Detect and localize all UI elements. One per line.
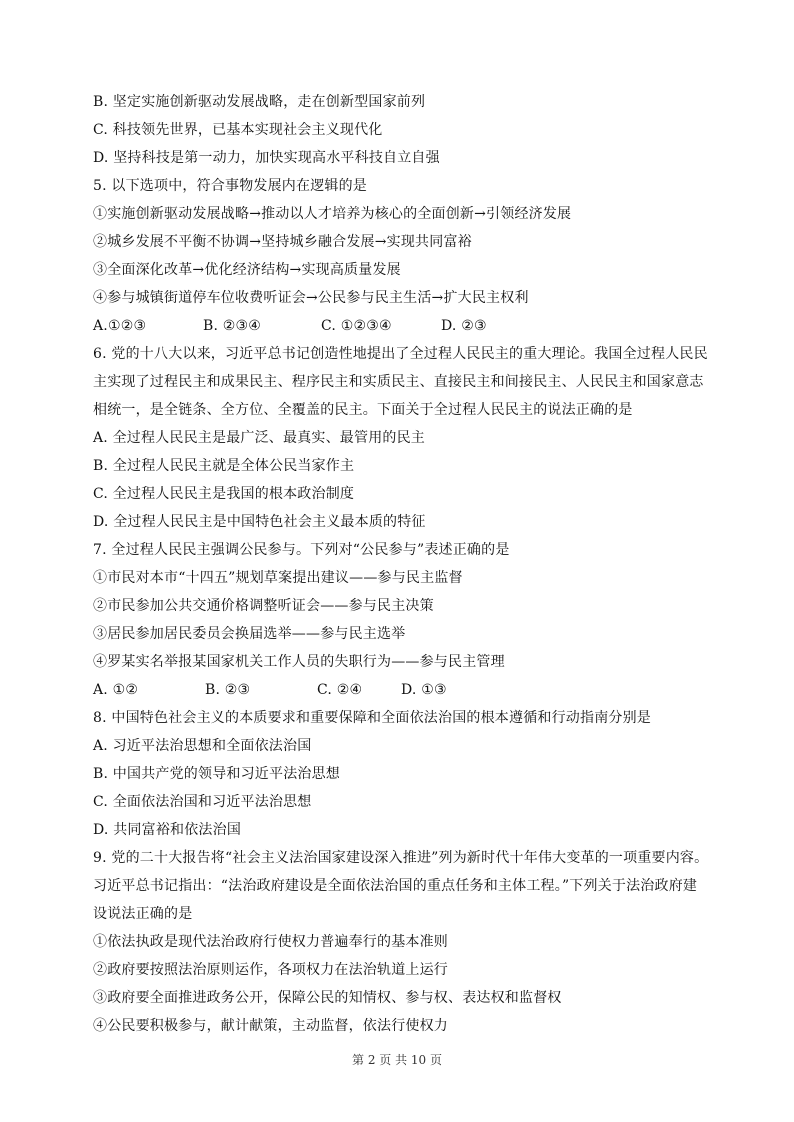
q7-option-d: D. ①③ [401, 682, 447, 698]
q7-item-3: ③居民参加居民委员会换届选举——参与民主选举 [93, 626, 406, 642]
q7-item-4: ④罗某实名举报某国家机关工作人员的失职行为——参与民主管理 [93, 654, 505, 670]
q8-stem: 8. 中国特色社会主义的本质要求和重要保障和全面依法治国的根本遵循和行动指南分别是 [93, 710, 652, 726]
q7-item-2: ②市民参加公共交通价格调整听证会——参与民主决策 [93, 598, 434, 614]
q7-option-c: C. ②④ [317, 682, 363, 698]
q4-option-d: D. 坚持科技是第一动力，加快实现高水平科技自立自强 [93, 150, 440, 166]
q5-item-4: ④参与城镇街道停车位收费听证会→公民参与民主生活→扩大民主权利 [93, 290, 529, 306]
q4-option-b: B. 坚定实施创新驱动发展战略，走在创新型国家前列 [93, 94, 426, 110]
q7-stem: 7. 全过程人民民主强调公民参与。下列对“公民参与”表述正确的是 [93, 542, 510, 558]
q9-stem-line-1: 9. 党的二十大报告将“社会主义法治国家建设深入推进”列为新时代十年伟大变革的一项重要内容。 [93, 850, 709, 866]
q9-item-1: ①依法执政是现代法治政府行使权力普遍奉行的基本准则 [93, 934, 448, 950]
q4-option-c: C. 科技领先世界，已基本实现社会主义现代化 [93, 122, 383, 138]
q8-option-c: C. 全面依法治国和习近平法治思想 [93, 794, 312, 810]
q9-stem-line-2: 习近平总书记指出：“法治政府建设是全面依法治国的重点任务和主体工程。”下列关于法治政府建 [93, 878, 698, 894]
q6-stem-line-1: 6. 党的十八大以来，习近平总书记创造性地提出了全过程人民民主的重大理论。我国全过程人民民 [93, 346, 708, 362]
q6-stem-line-3: 相统一，是全链条、全方位、全覆盖的民主。下面关于全过程人民民主的说法正确的是 [93, 402, 633, 418]
q5-option-c: C. ①②③④ [321, 318, 392, 334]
page-footer: 第 2 页 共 10 页 [352, 1053, 442, 1067]
q5-item-3: ③全面深化改革→优化经济结构→实现高质量发展 [93, 262, 401, 278]
q7-option-a: A. ①② [93, 682, 139, 698]
q7-options [93, 681, 734, 699]
q8-option-a: A. 习近平法治思想和全面依法治国 [93, 738, 312, 754]
q6-option-c: C. 全过程人民民主是我国的根本政治制度 [93, 486, 355, 502]
q9-item-3: ③政府要全面推进政务公开，保障公民的知情权、参与权、表达权和监督权 [93, 990, 562, 1006]
q6-option-b: B. 全过程人民民主就是全体公民当家作主 [93, 458, 355, 474]
q5-options [93, 317, 734, 335]
q7-item-1: ①市民对本市“十四五”规划草案提出建议——参与民主监督 [93, 570, 463, 586]
q5-item-2: ②城乡发展不平衡不协调→坚持城乡融合发展→实现共同富裕 [93, 234, 472, 250]
q8-option-b: B. 中国共产党的领导和习近平法治思想 [93, 766, 340, 782]
q5-stem: 5. 以下选项中，符合事物发展内在逻辑的是 [93, 178, 368, 194]
q6-stem-line-2: 主实现了过程民主和成果民主、程序民主和实质民主、直接民主和间接民主、人民民主和国家意志 [93, 374, 704, 390]
q8-option-d: D. 共同富裕和依法治国 [93, 822, 242, 838]
q5-option-d: D. ②③ [441, 318, 487, 334]
q9-stem-line-3: 设说法正确的是 [93, 906, 193, 922]
q6-option-a: A. 全过程人民民主是最广泛、最真实、最管用的民主 [93, 430, 426, 446]
q7-option-b: B. ②③ [205, 682, 251, 698]
q6-option-d: D. 全过程人民民主是中国特色社会主义最本质的特征 [93, 514, 426, 530]
q5-item-1: ①实施创新驱动发展战略→推动以人才培养为核心的全面创新→引领经济发展 [93, 206, 572, 222]
q5-option-a: A.①②③ [93, 318, 147, 334]
q9-item-4: ④公民要积极参与，献计献策，主动监督，依法行使权力 [93, 1018, 448, 1034]
q5-option-b: B. ②③④ [203, 318, 262, 334]
q9-item-2: ②政府要按照法治原则运作，各项权力在法治轨道上运行 [93, 962, 448, 978]
